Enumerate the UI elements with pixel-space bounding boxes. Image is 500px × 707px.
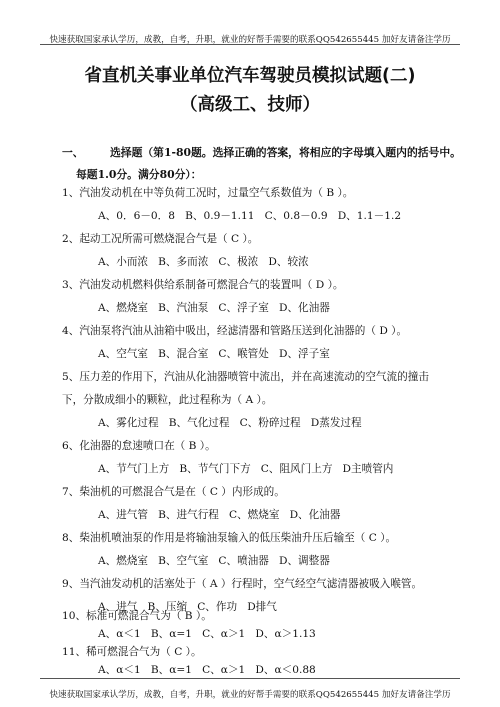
question-4-options: A、空气室 B、混合室 C、喉管处 D、浮子室 (98, 348, 330, 360)
page-footer: 快速获取国家承认学历，成教，自考，升职，就业的好帮手需要的联系QQ542655445 加好友请备注学历 (40, 678, 460, 701)
question-5-cont: 下，分散成细小的颗粒，此过程称为（ A ）。 (62, 394, 273, 406)
question-5-options: A、雾化过程 B、气化过程 C、粉碎过程 D蒸发过程 (98, 417, 362, 429)
document-subtitle: （高级工、技师） (180, 95, 320, 115)
section-instructions-cont: 每题1.0分。满分80分）： (76, 168, 202, 181)
section-instructions: 选择题（第1-80题。选择正确的答案，将相应的字母填入题内的括号中。 (110, 146, 461, 159)
question-8-options: A、燃烧室 B、空气室 C、喷油器 D、调整器 (98, 555, 330, 567)
question-11: 11、稀可燃混合气为（ C ）。 (62, 646, 202, 658)
question-10-options: A、α＜1 B、α=1 C、α＞1 D、α＞1.13 (98, 628, 316, 640)
document-title: 省直机关事业单位汽车驾驶员模拟试题(二) (84, 66, 416, 86)
question-2: 2、起动工况所需可燃烧混合气是（ C ）。 (62, 233, 259, 245)
question-5: 5、压力差的作用下，汽油从化油器喷管中流出，并在高速流动的空气流的撞击 (62, 371, 429, 383)
section-number: 一、 (62, 146, 84, 159)
question-4: 4、汽油泵将汽油从油箱中吸出，经滤清器和管路压送到化油器的（ D ）。 (62, 325, 408, 337)
question-7: 7、柴油机的可燃混合气是在（ C ）内形成的。 (62, 486, 285, 498)
question-10: 10、标准可燃混合气为（ B ）。 (62, 610, 212, 622)
question-11-options: A、α＜1 B、α=1 C、α＞1 D、α＜0.88 (98, 664, 316, 676)
question-7-options: A、进气管 B、进气行程 C、燃烧室 D、化油器 (98, 509, 341, 521)
question-9-options: A、进气 B、压缩 C、作功 D排气 (98, 601, 277, 613)
question-1: 1、汽油发动机在中等负荷工况时，过量空气系数值为（ B ）。 (62, 187, 354, 199)
question-2-options: A、小而浓 B、多而浓 C、极浓 D、较浓 (98, 256, 309, 268)
page-header: 快速获取国家承认学历，成教，自考，升职，就业的好帮手需要的联系QQ542655445 加好友请备注学历 (40, 18, 460, 45)
question-3: 3、汽油发动机燃料供给系制备可燃混合气的装置叫（ D ）。 (62, 279, 344, 291)
question-8: 8、柴油机喷油泵的作用是将输油泵输入的低压柴油升压后输至（ C ）。 (62, 532, 397, 544)
question-1-options: A、0．6－0．8 B、0.9－1.11 C、0.8－0.9 D、1.1－1.2 (98, 210, 402, 222)
question-6: 6、化油器的怠速喷口在（ B ）。 (62, 440, 216, 452)
question-9: 9、当汽油发动机的活塞处于（ A ）行程时，空气经空气滤清器被吸入喉管。 (62, 578, 423, 590)
question-6-options: A、节气门上方 B、节气门下方 C、阻风门上方 D主喷管内 (98, 463, 394, 475)
question-3-options: A、燃烧室 B、汽油泵 C、浮子室 D、化油器 (98, 302, 330, 314)
